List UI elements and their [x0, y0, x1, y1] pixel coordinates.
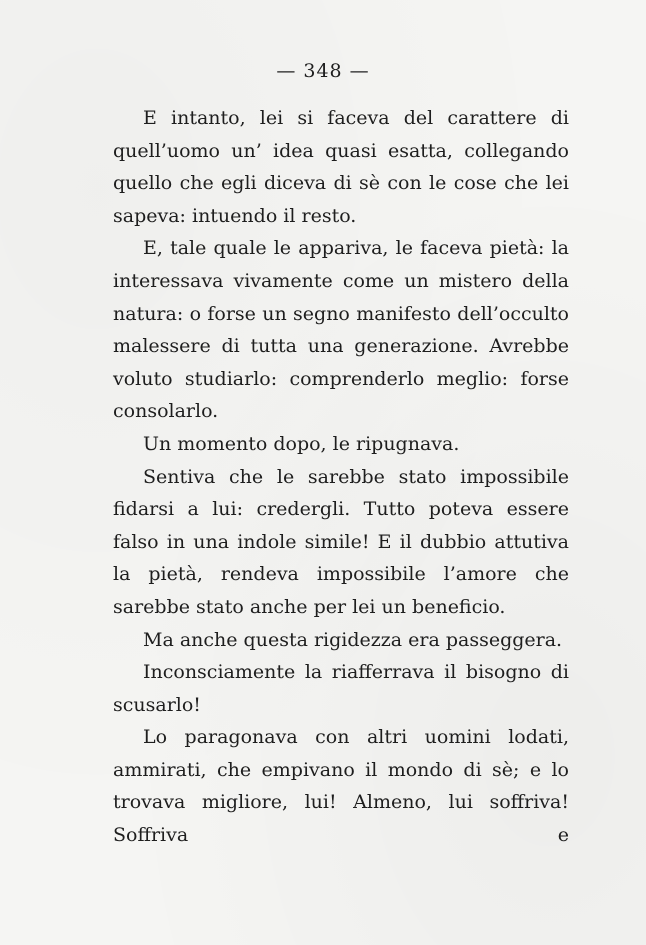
paragraph: Un momento dopo, le ripugnava.	[143, 432, 460, 455]
paragraph: Sentiva che le sarebbe stato impossibile fidarsi a lui: credergli. Tutto poteva essere falso in una indole simile! E il dubbio attutiva la pietà, rendeva impossibile l’amore che sarebbe stato anche per lei un beneficio.	[113, 465, 569, 618]
paragraph: Inconsciamente la riafferrava il bisogno di scusarlo!	[113, 661, 569, 716]
body-text	[113, 102, 569, 852]
paragraph: Lo paragonava con altri uomini lodati, ammirati, che empivano il mondo di sè; e lo trovava migliore, lui! Almeno, lui soffriva! Soffriva e	[113, 726, 569, 847]
paragraph: E, tale quale le appariva, le faceva pietà: la interessava vivamente come un mistero della natura: o forse un segno manifesto dell’occulto malessere di tutta una generazione. Avrebbe voluto studiarlo: comprenderlo meglio: forse consolarlo.	[113, 237, 569, 423]
paragraph: E intanto, lei si faceva del carattere di quell’uomo un’ idea quasi esatta, collegando quello che egli diceva di sè con le cose che lei sapeva: intuendo il resto.	[113, 107, 569, 227]
paragraph: Ma anche questa rigidezza era passeggera.	[143, 628, 563, 651]
page-number: — 348 —	[276, 60, 370, 82]
